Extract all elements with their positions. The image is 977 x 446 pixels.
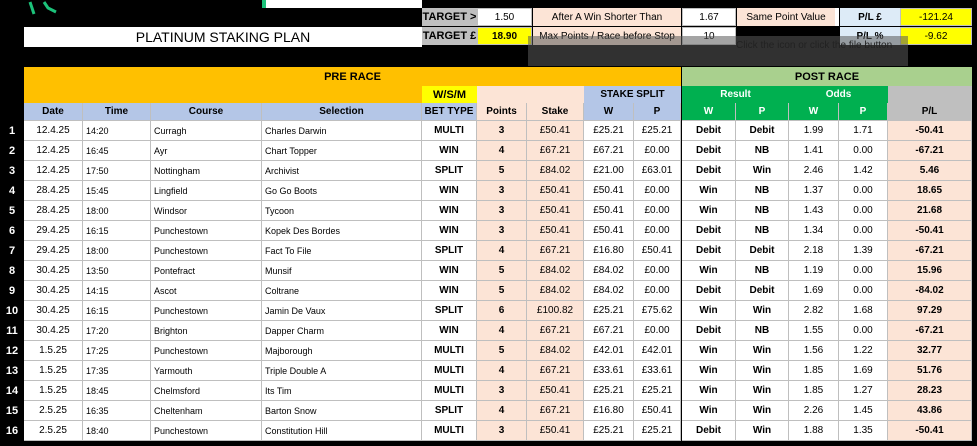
table-cell-rw[interactable]: Win: [682, 341, 736, 361]
table-cell-date[interactable]: 30.4.25: [24, 281, 83, 301]
table-cell-time[interactable]: 14:20: [83, 121, 151, 141]
table-cell-w[interactable]: £50.41: [584, 181, 634, 201]
table-cell-p[interactable]: £0.00: [634, 201, 681, 221]
column-header-date[interactable]: Date: [24, 103, 83, 121]
table-cell-selection[interactable]: Its Tim: [262, 381, 422, 401]
table-cell-op[interactable]: 1.45: [839, 401, 888, 421]
table-cell-rp[interactable]: NB: [736, 201, 789, 221]
table-cell-ow[interactable]: 1.85: [789, 361, 839, 381]
table-cell-rp[interactable]: NB: [736, 261, 789, 281]
table-cell-stake[interactable]: £50.41: [527, 201, 584, 221]
top-strip-green: [262, 0, 266, 8]
table-cell-rw[interactable]: Debit: [682, 281, 736, 301]
table-cell-time[interactable]: 17:50: [83, 161, 151, 181]
table-cell-w[interactable]: £42.01: [584, 341, 634, 361]
table-cell-pl[interactable]: 97.29: [888, 301, 972, 321]
table-cell-course[interactable]: Punchestown: [151, 221, 262, 241]
table-cell-pl[interactable]: 5.46: [888, 161, 972, 181]
same-point-label: Same Point Value: [737, 8, 835, 26]
table-cell-p[interactable]: £25.21: [634, 121, 681, 141]
table-cell-ow[interactable]: 1.19: [789, 261, 839, 281]
table-cell-course[interactable]: Lingfield: [151, 181, 262, 201]
table-cell-pl[interactable]: -50.41: [888, 121, 972, 141]
logo-area: [0, 0, 262, 24]
target-label-1: TARGET >: [422, 8, 477, 26]
table-cell-rw[interactable]: Debit: [682, 241, 736, 261]
table-cell-time[interactable]: 18:00: [83, 241, 151, 261]
tooltip: [528, 36, 908, 66]
table-cell-time[interactable]: 16:15: [83, 301, 151, 321]
table-cell-rp[interactable]: Win: [736, 161, 789, 181]
table-cell-stake[interactable]: £100.82: [527, 301, 584, 321]
table-cell-points[interactable]: 4: [477, 321, 527, 341]
row-number[interactable]: 16: [5, 425, 19, 437]
table-cell-stake[interactable]: £67.21: [527, 321, 584, 341]
table-cell-rp[interactable]: NB: [736, 221, 789, 241]
row-number[interactable]: 6: [8, 225, 16, 237]
column-header-rp[interactable]: P: [736, 103, 789, 121]
table-cell-date[interactable]: 1.5.25: [24, 361, 83, 381]
table-cell-ow[interactable]: 1.69: [789, 281, 839, 301]
table-cell-date[interactable]: 28.4.25: [24, 181, 83, 201]
row-number[interactable]: 15: [5, 405, 19, 417]
table-cell-p[interactable]: £25.21: [634, 421, 681, 441]
table-cell-time[interactable]: 17:35: [83, 361, 151, 381]
table-cell-stake[interactable]: £84.02: [527, 281, 584, 301]
table-cell-time[interactable]: 14:15: [83, 281, 151, 301]
table-cell-rp[interactable]: Debit: [736, 121, 789, 141]
column-header-ow[interactable]: W: [789, 103, 839, 121]
table-cell-course[interactable]: Brighton: [151, 321, 262, 341]
table-cell-ow[interactable]: 2.18: [789, 241, 839, 261]
table-cell-selection[interactable]: Munsif: [262, 261, 422, 281]
table-cell-stake[interactable]: £50.41: [527, 181, 584, 201]
table-cell-pl[interactable]: -84.02: [888, 281, 972, 301]
table-cell-rw[interactable]: Win: [682, 261, 736, 281]
post-race-header: POST RACE: [682, 67, 972, 86]
pre-race-header: PRE RACE: [24, 67, 681, 86]
table-cell-p[interactable]: £0.00: [634, 321, 681, 341]
table-cell-bet[interactable]: WIN: [422, 141, 477, 161]
table-cell-rw[interactable]: Debit: [682, 221, 736, 241]
table-cell-time[interactable]: 16:45: [83, 141, 151, 161]
table-cell-course[interactable]: Curragh: [151, 121, 262, 141]
table-cell-ow[interactable]: 1.37: [789, 181, 839, 201]
table-cell-w[interactable]: £50.41: [584, 221, 634, 241]
table-cell-pl[interactable]: -50.41: [888, 221, 972, 241]
table-cell-stake[interactable]: £84.02: [527, 161, 584, 181]
table-cell-time[interactable]: 18:00: [83, 201, 151, 221]
table-cell-p[interactable]: £0.00: [634, 141, 681, 161]
table-cell-op[interactable]: 1.69: [839, 361, 888, 381]
table-cell-stake[interactable]: £84.02: [527, 341, 584, 361]
table-cell-selection[interactable]: Tycoon: [262, 201, 422, 221]
tooltip-text: Click the icon or click the file button: [736, 40, 893, 51]
table-cell-rp[interactable]: Win: [736, 301, 789, 321]
table-cell-w[interactable]: £84.02: [584, 261, 634, 281]
table-cell-course[interactable]: Cheltenham: [151, 401, 262, 421]
table-cell-rp[interactable]: Win: [736, 341, 789, 361]
table-cell-pl[interactable]: 43.86: [888, 401, 972, 421]
table-cell-points[interactable]: 5: [477, 341, 527, 361]
same-point-value[interactable]: [835, 8, 839, 26]
table-cell-bet[interactable]: MULTI: [422, 381, 477, 401]
table-cell-points[interactable]: 3: [477, 201, 527, 221]
table-cell-time[interactable]: 15:45: [83, 181, 151, 201]
table-cell-ow[interactable]: 2.26: [789, 401, 839, 421]
table-cell-stake[interactable]: £67.21: [527, 241, 584, 261]
table-cell-ow[interactable]: 1.34: [789, 221, 839, 241]
table-cell-rp[interactable]: Win: [736, 421, 789, 441]
table-cell-selection[interactable]: Constitution Hill: [262, 421, 422, 441]
table-cell-p[interactable]: £42.01: [634, 341, 681, 361]
table-cell-course[interactable]: Punchestown: [151, 241, 262, 261]
table-cell-w[interactable]: £25.21: [584, 421, 634, 441]
table-cell-selection[interactable]: Dapper Charm: [262, 321, 422, 341]
page-title: PLATINUM STAKING PLAN: [24, 27, 422, 47]
table-cell-ow[interactable]: 1.55: [789, 321, 839, 341]
table-cell-rw[interactable]: Win: [682, 181, 736, 201]
table-cell-ow[interactable]: 1.41: [789, 141, 839, 161]
table-cell-stake[interactable]: £67.21: [527, 141, 584, 161]
table-cell-points[interactable]: 3: [477, 381, 527, 401]
table-cell-op[interactable]: 0.00: [839, 281, 888, 301]
table-cell-points[interactable]: 5: [477, 161, 527, 181]
column-header-course[interactable]: Course: [151, 103, 262, 121]
table-cell-stake[interactable]: £50.41: [527, 421, 584, 441]
table-cell-bet[interactable]: WIN: [422, 281, 477, 301]
table-cell-bet[interactable]: SPLIT: [422, 241, 477, 261]
table-cell-p[interactable]: £0.00: [634, 281, 681, 301]
table-cell-points[interactable]: 6: [477, 301, 527, 321]
table-cell-date[interactable]: 30.4.25: [24, 261, 83, 281]
table-cell-date[interactable]: 1.5.25: [24, 341, 83, 361]
row-number[interactable]: 13: [5, 365, 19, 377]
table-cell-bet[interactable]: WIN: [422, 201, 477, 221]
column-header-selection[interactable]: Selection: [262, 103, 422, 121]
table-cell-pl[interactable]: 15.96: [888, 261, 972, 281]
table-cell-selection[interactable]: Chart Topper: [262, 141, 422, 161]
table-cell-pl[interactable]: 51.76: [888, 361, 972, 381]
target-value-2[interactable]: 18.90: [477, 27, 532, 45]
column-header-pl[interactable]: P/L: [888, 103, 972, 121]
table-cell-time[interactable]: 16:15: [83, 221, 151, 241]
table-cell-course[interactable]: Punchestown: [151, 421, 262, 441]
table-cell-rw[interactable]: Debit: [682, 161, 736, 181]
table-cell-rp[interactable]: NB: [736, 321, 789, 341]
column-header-stake[interactable]: Stake: [527, 103, 584, 121]
table-cell-p[interactable]: £0.00: [634, 181, 681, 201]
table-cell-op[interactable]: 0.00: [839, 261, 888, 281]
table-cell-points[interactable]: 3: [477, 421, 527, 441]
table-cell-rp[interactable]: Win: [736, 361, 789, 381]
table-cell-selection[interactable]: Charles Darwin: [262, 121, 422, 141]
table-cell-bet[interactable]: MULTI: [422, 341, 477, 361]
table-cell-time[interactable]: 18:40: [83, 421, 151, 441]
result-header: Result: [682, 86, 789, 103]
table-cell-stake[interactable]: £67.21: [527, 361, 584, 381]
table-cell-course[interactable]: Chelmsford: [151, 381, 262, 401]
table-cell-date[interactable]: 2.5.25: [24, 421, 83, 441]
table-cell-pl[interactable]: -67.21: [888, 321, 972, 341]
table-cell-date[interactable]: 12.4.25: [24, 161, 83, 181]
table-cell-rw[interactable]: Debit: [682, 421, 736, 441]
table-cell-selection[interactable]: Triple Double A: [262, 361, 422, 381]
table-cell-stake[interactable]: £50.41: [527, 121, 584, 141]
top-strip: [262, 0, 422, 8]
row-number[interactable]: 4: [8, 185, 16, 197]
table-cell-rp[interactable]: NB: [736, 181, 789, 201]
table-cell-selection[interactable]: Kopek Des Bordes: [262, 221, 422, 241]
table-cell-p[interactable]: £0.00: [634, 261, 681, 281]
pl-pct-value: -9.62: [900, 27, 972, 45]
table-cell-stake[interactable]: £50.41: [527, 221, 584, 241]
table-cell-rw[interactable]: Win: [682, 381, 736, 401]
table-cell-points[interactable]: 4: [477, 361, 527, 381]
table-cell-w[interactable]: £33.61: [584, 361, 634, 381]
pre-race-subheader: [24, 86, 422, 103]
table-cell-points[interactable]: 4: [477, 401, 527, 421]
table-cell-bet[interactable]: SPLIT: [422, 301, 477, 321]
points-stake-subheader: [477, 86, 584, 103]
table-cell-points[interactable]: 3: [477, 121, 527, 141]
table-cell-ow[interactable]: 1.56: [789, 341, 839, 361]
table-cell-date[interactable]: 12.4.25: [24, 141, 83, 161]
table-cell-bet[interactable]: SPLIT: [422, 161, 477, 181]
target-label-2: TARGET £: [422, 27, 477, 45]
table-cell-selection[interactable]: Fact To File: [262, 241, 422, 261]
table-cell-course[interactable]: Ascot: [151, 281, 262, 301]
table-cell-stake[interactable]: £50.41: [527, 381, 584, 401]
table-cell-op[interactable]: 1.39: [839, 241, 888, 261]
wsm-header: W/S/M: [422, 86, 477, 103]
table-cell-selection[interactable]: Coltrane: [262, 281, 422, 301]
table-cell-points[interactable]: 5: [477, 261, 527, 281]
table-cell-points[interactable]: 3: [477, 181, 527, 201]
table-cell-selection[interactable]: Jamin De Vaux: [262, 301, 422, 321]
table-cell-date[interactable]: 1.5.25: [24, 381, 83, 401]
pl-pound-value: -121.24: [900, 8, 972, 26]
table-cell-w[interactable]: £16.80: [584, 401, 634, 421]
table-cell-rw[interactable]: Debit: [682, 141, 736, 161]
table-cell-course[interactable]: Yarmouth: [151, 361, 262, 381]
table-cell-w[interactable]: £21.00: [584, 161, 634, 181]
table-cell-op[interactable]: 0.00: [839, 141, 888, 161]
table-cell-rw[interactable]: Win: [682, 361, 736, 381]
column-header-rw[interactable]: W: [682, 103, 736, 121]
table-cell-p[interactable]: £50.41: [634, 241, 681, 261]
table-cell-w[interactable]: £50.41: [584, 201, 634, 221]
table-cell-date[interactable]: 28.4.25: [24, 201, 83, 221]
stake-split-header: STAKE SPLIT: [584, 86, 681, 103]
table-cell-op[interactable]: 0.00: [839, 221, 888, 241]
table-cell-pl[interactable]: 32.77: [888, 341, 972, 361]
pl-pound-label: P/L £: [840, 8, 900, 26]
table-cell-p[interactable]: £33.61: [634, 361, 681, 381]
table-cell-bet[interactable]: WIN: [422, 321, 477, 341]
table-cell-pl[interactable]: -67.21: [888, 241, 972, 261]
table-cell-bet[interactable]: WIN: [422, 181, 477, 201]
row-number[interactable]: 8: [8, 265, 16, 277]
table-cell-date[interactable]: 29.4.25: [24, 221, 83, 241]
table-cell-ow[interactable]: 1.85: [789, 381, 839, 401]
table-cell-time[interactable]: 16:35: [83, 401, 151, 421]
row-number[interactable]: 14: [5, 385, 19, 397]
table-cell-rp[interactable]: Debit: [736, 281, 789, 301]
table-cell-points[interactable]: 4: [477, 141, 527, 161]
table-cell-rw[interactable]: Win: [682, 401, 736, 421]
table-cell-stake[interactable]: £67.21: [527, 401, 584, 421]
table-cell-w[interactable]: £25.21: [584, 121, 634, 141]
table-cell-w[interactable]: £67.21: [584, 321, 634, 341]
table-cell-ow[interactable]: 1.43: [789, 201, 839, 221]
table-cell-time[interactable]: 13:50: [83, 261, 151, 281]
table-cell-rp[interactable]: Win: [736, 401, 789, 421]
column-header-time[interactable]: Time: [83, 103, 151, 121]
table-cell-w[interactable]: £84.02: [584, 281, 634, 301]
table-cell-op[interactable]: 0.00: [839, 181, 888, 201]
odds-header: Odds: [789, 86, 888, 103]
table-cell-rw[interactable]: Win: [682, 301, 736, 321]
table-cell-op[interactable]: 0.00: [839, 201, 888, 221]
table-cell-selection[interactable]: Go Go Boots: [262, 181, 422, 201]
table-cell-date[interactable]: 12.4.25: [24, 121, 83, 141]
table-cell-course[interactable]: Punchestown: [151, 301, 262, 321]
column-header-points[interactable]: Points: [477, 103, 527, 121]
table-cell-ow[interactable]: 1.99: [789, 121, 839, 141]
row-number[interactable]: 3: [8, 165, 16, 177]
table-cell-bet[interactable]: MULTI: [422, 121, 477, 141]
table-cell-course[interactable]: Windsor: [151, 201, 262, 221]
row-number[interactable]: 11: [6, 325, 18, 337]
table-cell-pl[interactable]: -67.21: [888, 141, 972, 161]
table-cell-w[interactable]: £16.80: [584, 241, 634, 261]
table-cell-selection[interactable]: Majborough: [262, 341, 422, 361]
row-number[interactable]: 10: [5, 305, 19, 317]
row-number[interactable]: 5: [8, 205, 16, 217]
table-cell-rp[interactable]: NB: [736, 141, 789, 161]
setting-value-win-shorter[interactable]: 1.67: [682, 8, 736, 26]
table-cell-ow[interactable]: 2.46: [789, 161, 839, 181]
table-cell-op[interactable]: 1.35: [839, 421, 888, 441]
table-cell-selection[interactable]: Barton Snow: [262, 401, 422, 421]
table-cell-bet[interactable]: MULTI: [422, 421, 477, 441]
table-cell-pl[interactable]: 18.65: [888, 181, 972, 201]
table-cell-course[interactable]: Pontefract: [151, 261, 262, 281]
table-cell-time[interactable]: 18:45: [83, 381, 151, 401]
table-cell-ow[interactable]: 1.88: [789, 421, 839, 441]
table-cell-bet[interactable]: WIN: [422, 221, 477, 241]
table-cell-selection[interactable]: Archivist: [262, 161, 422, 181]
table-cell-op[interactable]: 0.00: [839, 321, 888, 341]
table-cell-op[interactable]: 1.42: [839, 161, 888, 181]
table-cell-p[interactable]: £25.21: [634, 381, 681, 401]
setting-label-win-shorter: After A Win Shorter Than: [533, 8, 681, 26]
table-cell-bet[interactable]: SPLIT: [422, 401, 477, 421]
table-cell-p[interactable]: £75.62: [634, 301, 681, 321]
table-cell-time[interactable]: 17:20: [83, 321, 151, 341]
table-cell-pl[interactable]: -50.41: [888, 421, 972, 441]
column-header-w[interactable]: W: [584, 103, 634, 121]
logo-icon: [0, 0, 70, 22]
table-cell-p[interactable]: £63.01: [634, 161, 681, 181]
table-cell-op[interactable]: 1.22: [839, 341, 888, 361]
table-cell-op[interactable]: 1.68: [839, 301, 888, 321]
table-cell-w[interactable]: £25.21: [584, 301, 634, 321]
table-cell-rp[interactable]: Debit: [736, 241, 789, 261]
row-number[interactable]: 9: [8, 285, 16, 297]
table-cell-stake[interactable]: £84.02: [527, 261, 584, 281]
table-cell-w[interactable]: £25.21: [584, 381, 634, 401]
table-cell-op[interactable]: 1.71: [839, 121, 888, 141]
row-number[interactable]: 2: [8, 145, 16, 157]
table-cell-p[interactable]: £0.00: [634, 221, 681, 241]
table-cell-w[interactable]: £67.21: [584, 141, 634, 161]
table-cell-points[interactable]: 4: [477, 241, 527, 261]
row-number[interactable]: 12: [5, 345, 19, 357]
table-cell-rw[interactable]: Debit: [682, 321, 736, 341]
table-cell-op[interactable]: 1.27: [839, 381, 888, 401]
row-number[interactable]: 7: [8, 245, 16, 257]
table-cell-rp[interactable]: Win: [736, 381, 789, 401]
table-cell-bet[interactable]: WIN: [422, 261, 477, 281]
table-cell-points[interactable]: 5: [477, 281, 527, 301]
column-header-op[interactable]: P: [839, 103, 888, 121]
table-cell-time[interactable]: 17:25: [83, 341, 151, 361]
table-cell-course[interactable]: Punchestown: [151, 341, 262, 361]
target-value-1[interactable]: 1.50: [477, 8, 532, 26]
table-cell-points[interactable]: 3: [477, 221, 527, 241]
column-header-bet[interactable]: BET TYPE: [422, 103, 477, 121]
table-cell-rw[interactable]: Win: [682, 201, 736, 221]
table-cell-date[interactable]: 2.5.25: [24, 401, 83, 421]
table-cell-p[interactable]: £50.41: [634, 401, 681, 421]
column-header-p[interactable]: P: [634, 103, 681, 121]
row-number[interactable]: 1: [8, 125, 16, 137]
table-cell-pl[interactable]: 21.68: [888, 201, 972, 221]
table-cell-course[interactable]: Nottingham: [151, 161, 262, 181]
table-cell-bet[interactable]: MULTI: [422, 361, 477, 381]
table-cell-rw[interactable]: Debit: [682, 121, 736, 141]
table-cell-course[interactable]: Ayr: [151, 141, 262, 161]
table-cell-pl[interactable]: 28.23: [888, 381, 972, 401]
table-cell-date[interactable]: 29.4.25: [24, 241, 83, 261]
table-cell-date[interactable]: 30.4.25: [24, 301, 83, 321]
table-cell-ow[interactable]: 2.82: [789, 301, 839, 321]
table-cell-date[interactable]: 30.4.25: [24, 321, 83, 341]
pl-subheader: [888, 86, 972, 103]
